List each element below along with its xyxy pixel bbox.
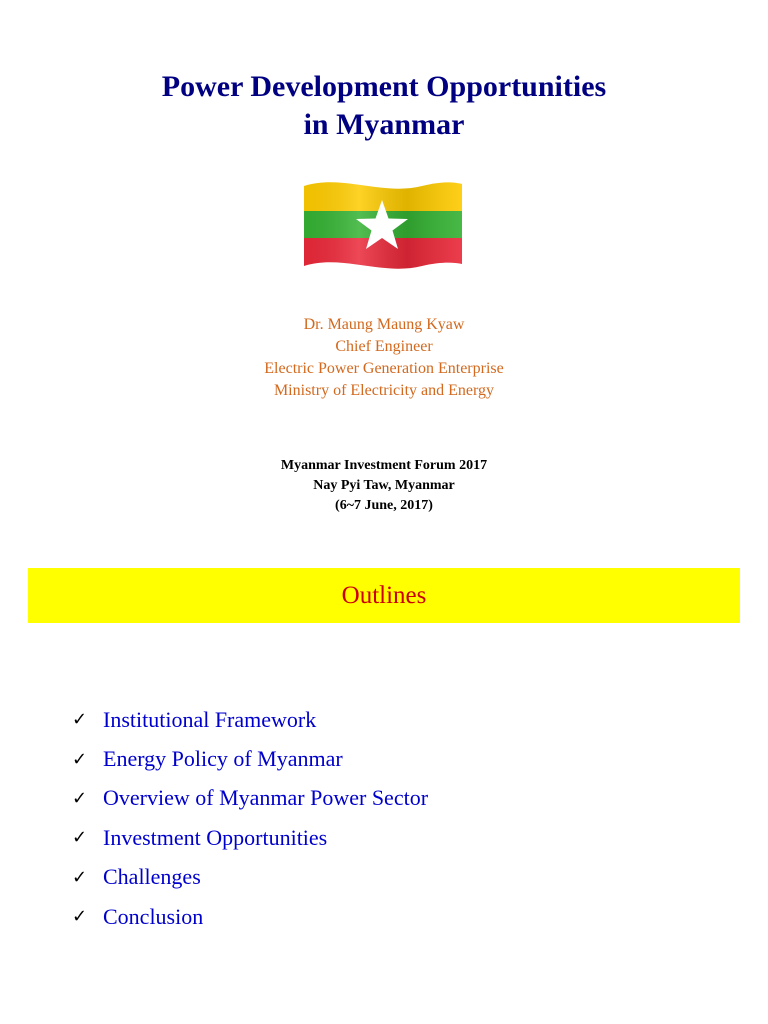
outline-item-label: Overview of Myanmar Power Sector <box>103 785 429 811</box>
author-ministry: Ministry of Electricity and Energy <box>273 382 495 399</box>
outlines-heading: Outlines <box>341 581 427 609</box>
page-title <box>0 68 768 144</box>
outline-list <box>72 700 428 936</box>
outline-item <box>72 858 428 897</box>
outline-item-label: Investment Opportunities <box>103 824 328 850</box>
event-name: Myanmar Investment Forum 2017 <box>280 458 488 473</box>
title-line-2: in Myanmar <box>303 108 465 141</box>
outline-item <box>72 700 428 739</box>
outlines-banner <box>28 568 740 623</box>
myanmar-flag-icon <box>302 178 464 274</box>
checkmark-icon: ✓ <box>72 709 88 731</box>
outline-item-label: Conclusion <box>103 903 204 929</box>
author-name: Dr. Maung Maung Kyaw <box>303 316 465 333</box>
outline-item <box>72 739 428 778</box>
checkmark-icon: ✓ <box>72 787 88 809</box>
event-dates: (6~7 June, 2017) <box>335 498 433 513</box>
event-location: Nay Pyi Taw, Myanmar <box>313 478 455 493</box>
checkmark-icon: ✓ <box>72 748 88 770</box>
checkmark-icon: ✓ <box>72 866 88 888</box>
checkmark-icon: ✓ <box>72 906 88 928</box>
outline-item <box>72 779 428 818</box>
outline-item-label: Energy Policy of Myanmar <box>103 746 343 772</box>
author-block <box>0 314 768 402</box>
title-line-1: Power Development Opportunities <box>161 70 607 103</box>
event-block <box>0 456 768 516</box>
author-organization: Electric Power Generation Enterprise <box>264 360 504 377</box>
outline-item <box>72 897 428 936</box>
checkmark-icon: ✓ <box>72 827 88 849</box>
outline-item-label: Institutional Framework <box>103 706 317 732</box>
outline-item-label: Challenges <box>103 864 201 890</box>
outline-item <box>72 818 428 857</box>
author-position: Chief Engineer <box>335 338 433 355</box>
